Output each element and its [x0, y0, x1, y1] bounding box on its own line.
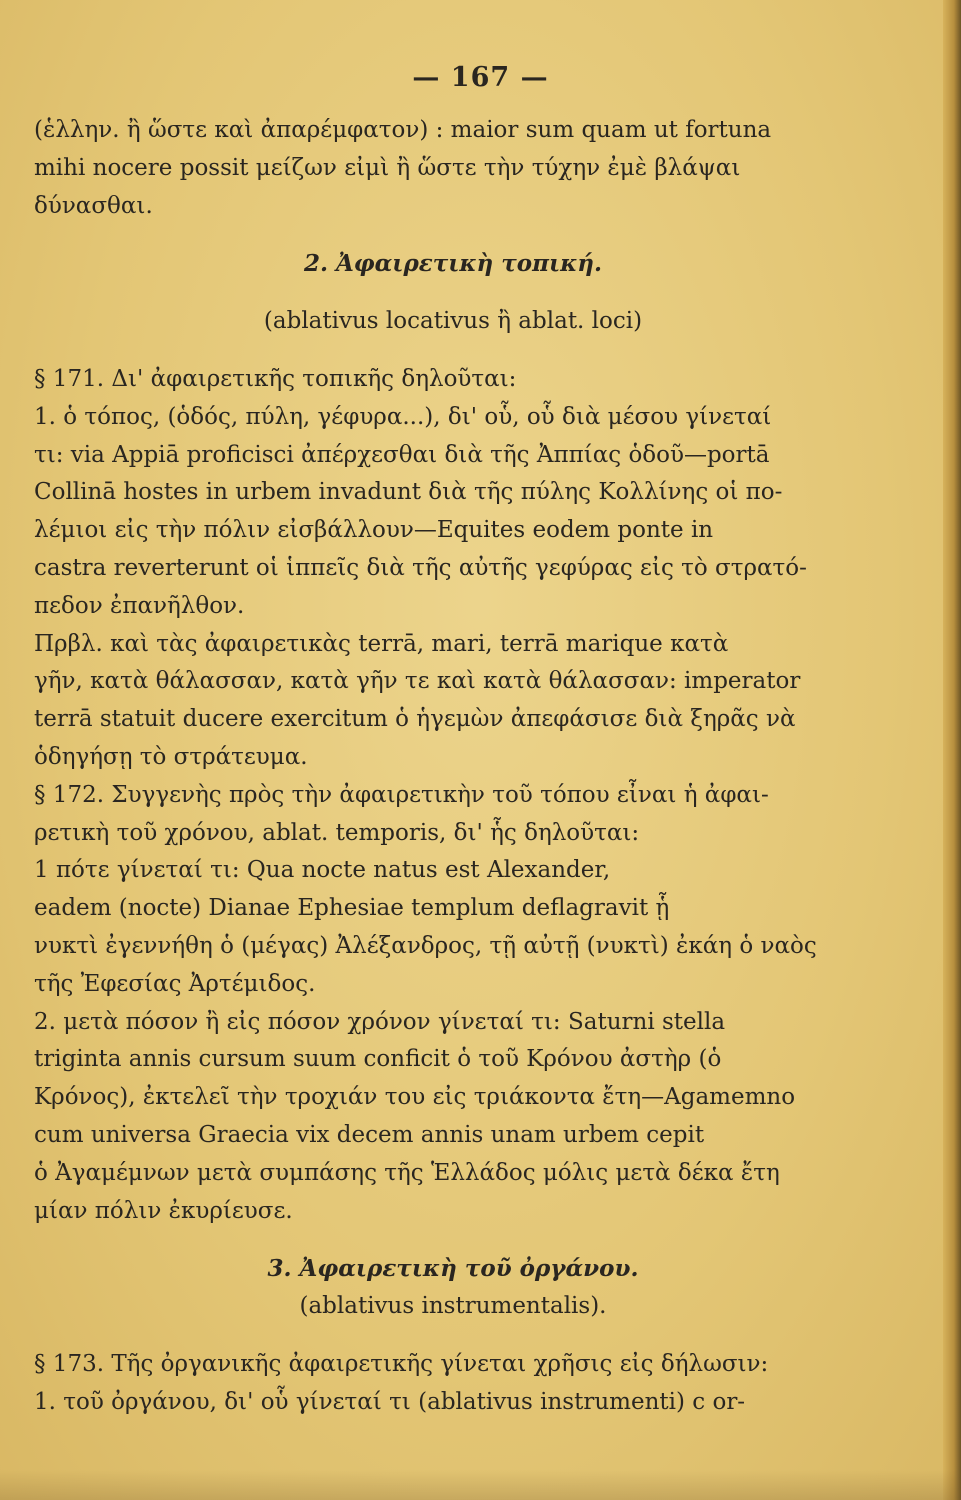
text-line: ὁ Ἀγαμέμνων μετὰ συμπάσης τῆς Ἑλλάδος μόλις μετὰ δέκα ἔτη	[34, 1159, 780, 1186]
text-line: γῆν, κατὰ θάλασσαν, κατὰ γῆν τε καὶ κατὰ θάλασσαν: imperator	[34, 668, 801, 695]
section-subtitle-2: (ablativus locativus ἢ ablat. loci)	[263, 308, 643, 335]
text-line: terrā statuit ducere exercitum ὁ ἡγεμὼν ἀπεφάσισε διὰ ξηρᾶς νὰ	[34, 706, 796, 733]
text-line: (ἑλλην. ἢ ὥστε καὶ ἀπαρέμφατον) : maior sum quam ut fortuna	[34, 117, 772, 143]
text-line: Κρόνος), ἐκτελεῖ τὴν τροχιάν του εἰς τριάκοντα ἔτη—Agamemno	[34, 1084, 796, 1111]
section-heading-2: 2. Ἀφαιρετικὴ τοπική.	[303, 250, 603, 278]
text-line: castra reverterunt οἱ ἱππεῖς διὰ τῆς αὐτῆς γεφύρας εἰς τὸ στρατό-	[34, 554, 807, 581]
text-line: 1. τοῦ ὀργάνου, δι' οὗ γίνεταί τι (ablativus instrumenti) c or-	[34, 1388, 746, 1415]
text-line: τι: via Appiā proficisci ἀπέρχεσθαι διὰ τῆς Ἀππίας ὁδοῦ—portā	[34, 441, 770, 468]
text-line: cum universa Graecia vix decem annis unam urbem cepit	[34, 1121, 705, 1148]
text-line: λέμιοι εἰς τὴν πόλιν εἰσβάλλουν—Equites eodem ponte in	[34, 517, 714, 544]
text-line: ὁδηγήσῃ τὸ στράτευμα.	[34, 743, 308, 770]
text-line: Πρβλ. καὶ τὰς ἀφαιρετικὰς terrā, mari, terrā marique κατὰ	[34, 630, 729, 657]
text-line: § 173. Τῆς ὀργανικῆς ἀφαιρετικῆς γίνεται χρῆσις εἰς δήλωσιν:	[34, 1350, 769, 1377]
text-line: Collinā hostes in urbem invadunt διὰ τῆς πύλης Κολλίνης οἱ πο-	[34, 479, 783, 506]
text-line: νυκτὶ ἐγεννήθη ὁ (μέγας) Ἀλέξανδρος, τῇ αὐτῇ (νυκτὶ) ἐκάη ὁ ναὸς	[34, 932, 817, 959]
text-line: 2. μετὰ πόσον ἢ εἰς πόσον χρόνον γίνεταί τι: Saturni stella	[34, 1008, 726, 1035]
text-line: eadem (nocte) Dianae Ephesiae templum deflagravit ᾗ	[34, 895, 670, 922]
text-line: ρετικὴ τοῦ χρόνου, ablat. temporis, δι' ἧς δηλοῦται:	[34, 819, 640, 846]
text-line: mihi nocere possit μείζων εἰμὶ ἢ ὥστε τὴν τύχην ἐμὲ βλάψαι	[34, 154, 741, 181]
text-line: § 172. Συγγενὴς πρὸς τὴν ἀφαιρετικὴν τοῦ τόπου εἶναι ἡ ἀφαι-	[34, 781, 769, 808]
text-line: τῆς Ἐφεσίας Ἀρτέμιδος.	[34, 970, 316, 997]
text-line: 1. ὁ τόπος, (ὁδός, πύλη, γέφυρα...), δι' οὗ, οὗ διὰ μέσου γίνεταί	[34, 403, 772, 430]
text-line: § 171. Δι' ἀφαιρετικῆς τοπικῆς δηλοῦται:	[34, 365, 517, 392]
text-line: μίαν πόλιν ἐκυρίευσε.	[34, 1197, 293, 1224]
section-heading-3: 3. Ἀφαιρετικὴ τοῦ ὀργάνου.	[267, 1255, 639, 1283]
page-number: — 167 —	[412, 62, 549, 93]
text-line: 1 πότε γίνεταί τι: Qua nocte natus est Alexander,	[34, 857, 611, 884]
text-line: πεδον ἐπανῆλθον.	[34, 592, 245, 619]
page-edge-bottom	[0, 1470, 961, 1500]
section-subtitle-3: (ablativus instrumentalis).	[299, 1293, 607, 1320]
page-edge-right	[943, 0, 961, 1500]
text-line: triginta annis cursum suum conficit ὁ τοῦ Κρόνου ἀστὴρ (ὁ	[34, 1046, 722, 1073]
body-text	[34, 112, 872, 1422]
text-line: δύνασθαι.	[34, 192, 153, 219]
